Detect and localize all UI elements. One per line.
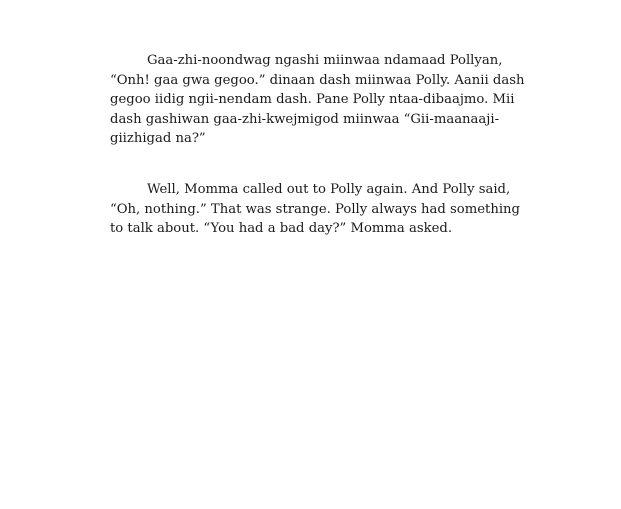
text-line: “Oh, nothing.” That was strange. Polly always had something bbox=[110, 201, 520, 217]
text-line: Well, Momma called out to Polly again. And Polly said, bbox=[147, 182, 511, 197]
text-line: “Onh! gaa gwa gegoo.” dinaan dash miinwaa Polly. Aanii dash bbox=[110, 72, 525, 88]
english-paragraph bbox=[110, 180, 530, 239]
text-line: giizhigad na?” bbox=[110, 131, 206, 146]
ojibwe-paragraph bbox=[110, 51, 530, 149]
text-line: gegoo iidig ngii-nendam dash. Pane Polly ntaa-dibaajmo. Mii bbox=[110, 92, 515, 107]
text-line: Gaa-zhi-noondwag ngashi miinwaa ndamaad Pollyan, bbox=[147, 53, 503, 68]
text-line: to talk about. “You had a bad day?” Momma asked. bbox=[110, 221, 453, 236]
text-line: dash gashiwan gaa-zhi-kwejmigod miinwaa “Gii-maanaaji- bbox=[110, 111, 500, 127]
